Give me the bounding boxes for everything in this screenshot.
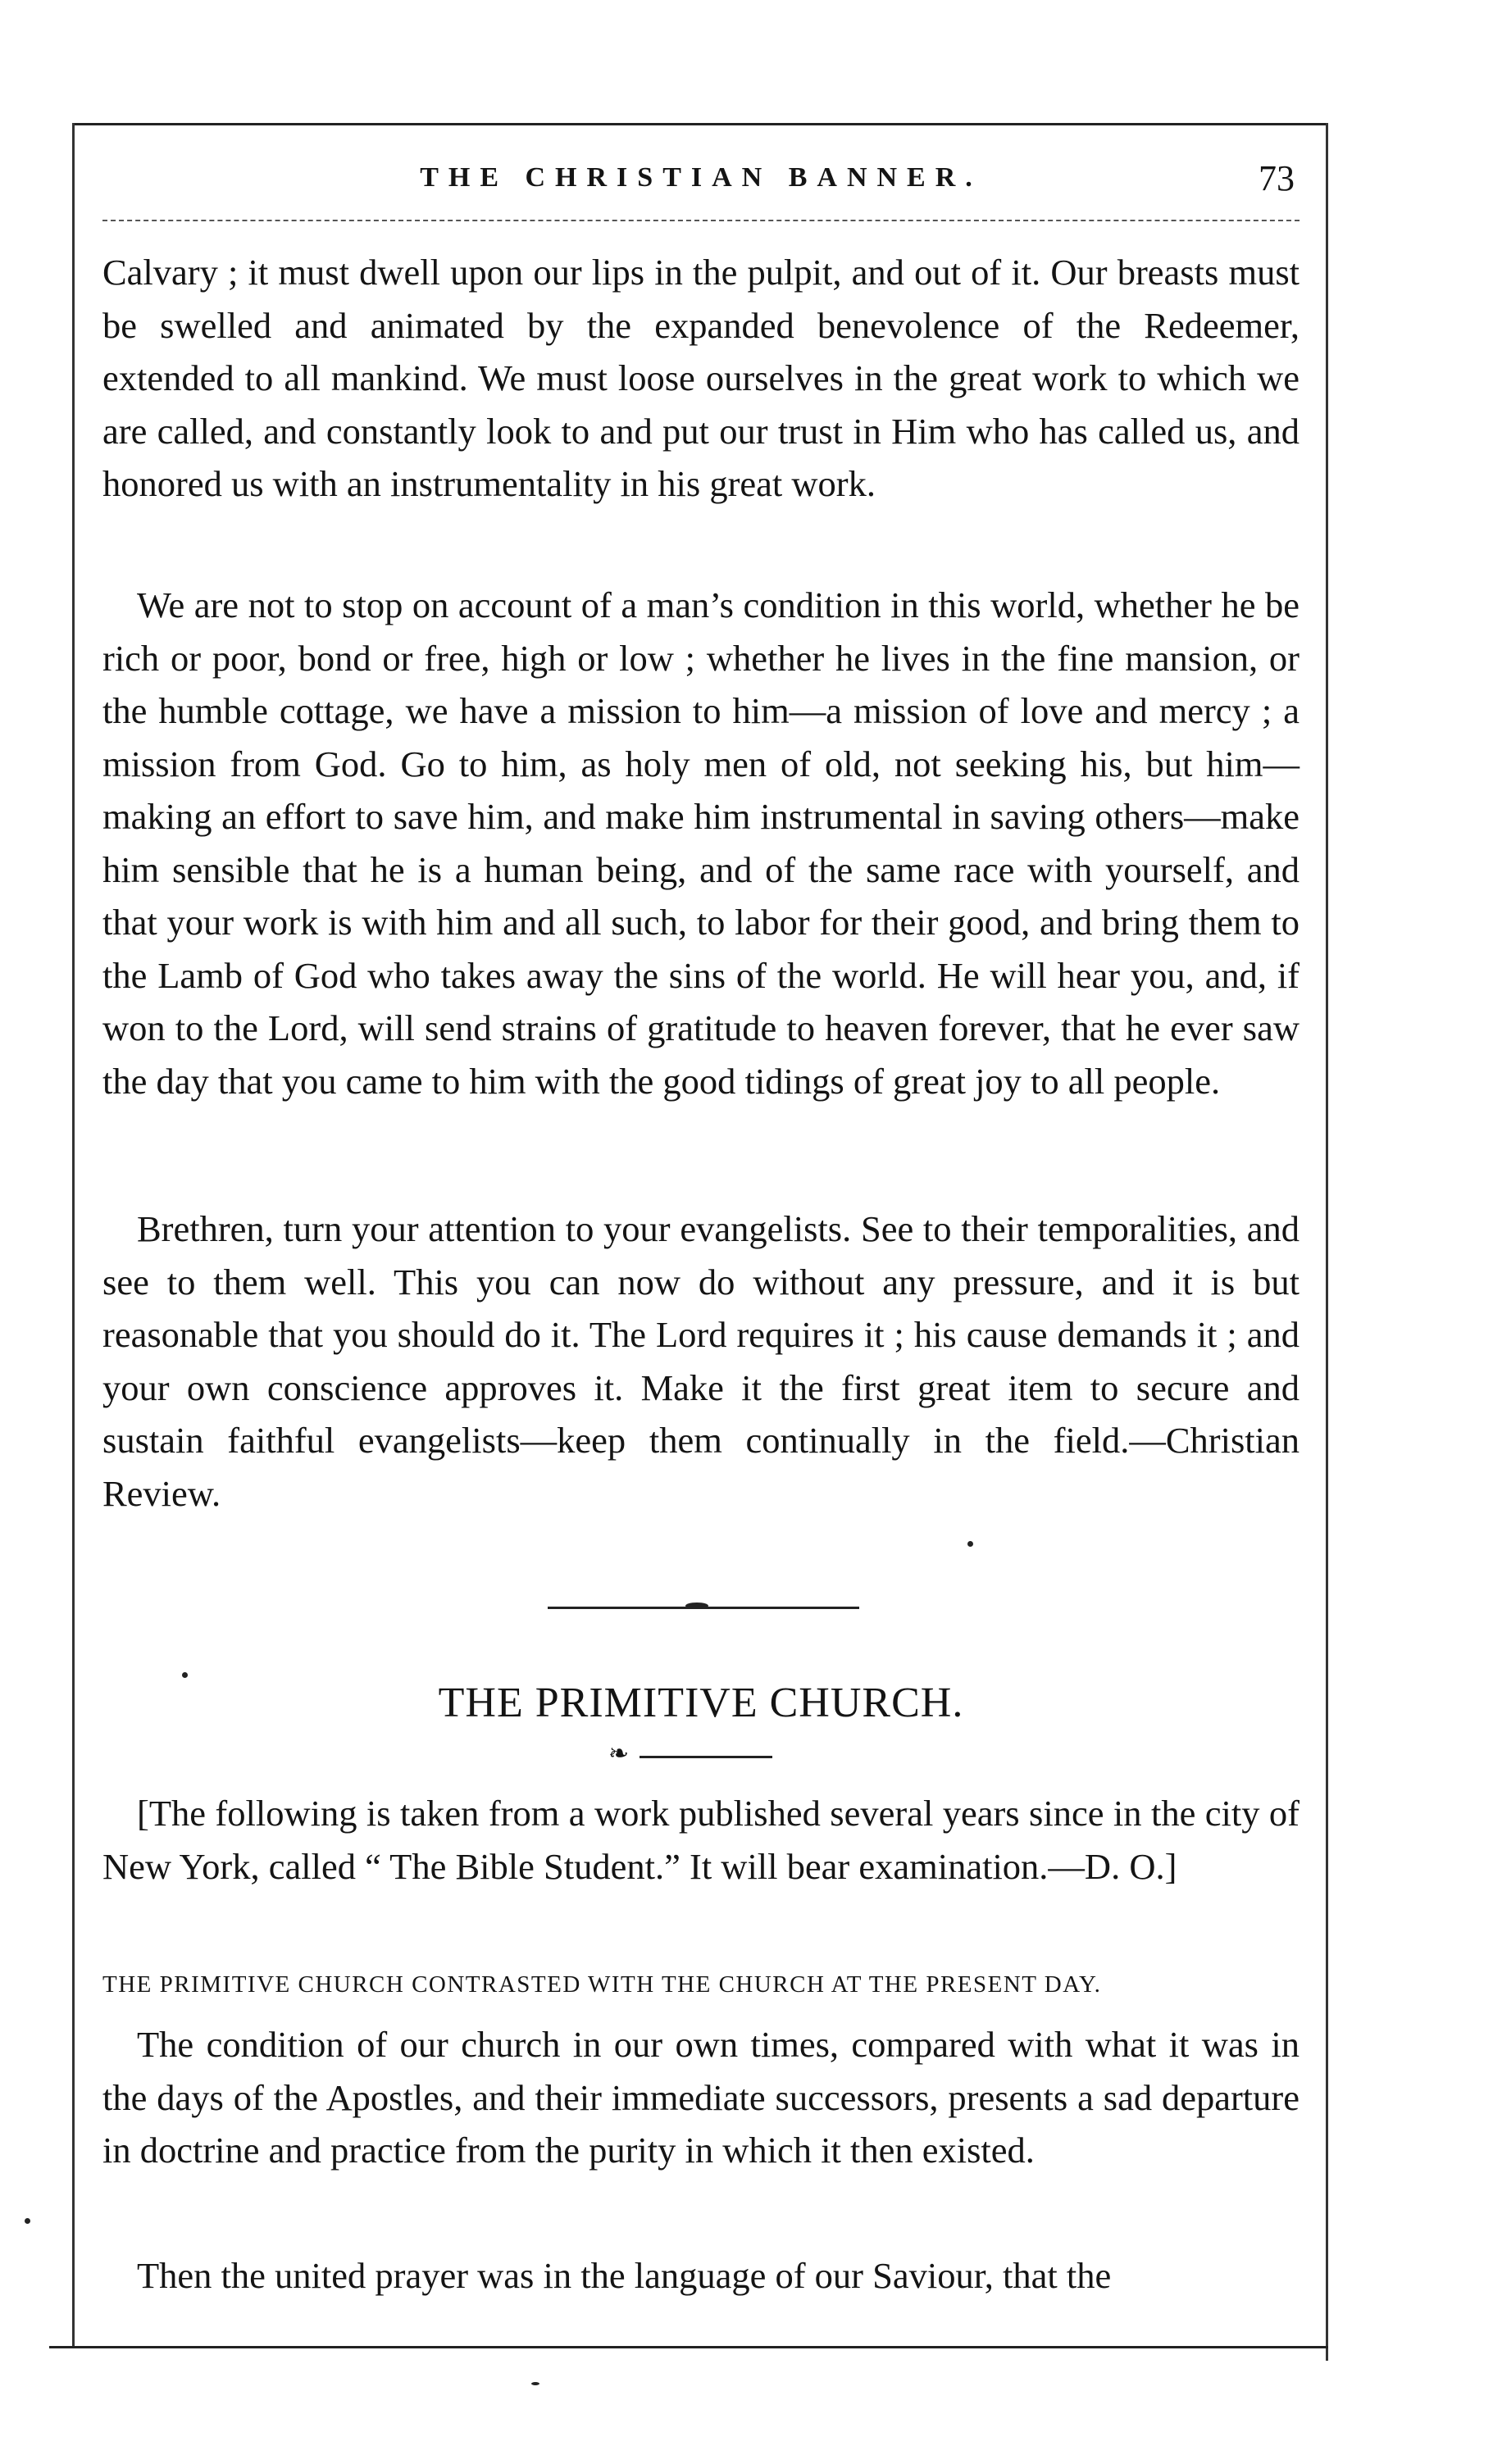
divider-ornament-icon: [685, 1603, 708, 1609]
frame-top-rule: [72, 123, 1328, 125]
frame-left-rule: [72, 123, 75, 2346]
running-title: THE CHRISTIAN BANNER.: [420, 162, 982, 193]
paragraph-calvary: [102, 246, 1300, 511]
running-head: [102, 157, 1300, 207]
paragraph-text: Brethren, turn your attention to your evangelists. See to their temporalities, and see to them well. This you can now do without any pressure, and it is but reasonable that you should do it. The Lord requires it ; his cause demands it ; and your own conscience approves it. Make it the first great item to secure and sustain faithful evangelists—keep them continually in the field.—Christian Review.: [102, 1208, 1300, 1514]
paragraph-mission: [102, 579, 1300, 1107]
paragraph-condition: [102, 2018, 1300, 2177]
page-number: 73: [1259, 158, 1295, 198]
paragraph-text: [The following is taken from a work published several years since in the city of New York, called “ The Bible Student.” It will bear examination.—D. O.]: [102, 1793, 1300, 1887]
header-rule: [102, 220, 1300, 221]
paragraph-text: Calvary ; it must dwell upon our lips in the pulpit, and out of it. Our breasts must be swelled and animated by the expanded benevolence of the Redeemer, extended to all mankind. We must loose ourselves in the great work to which we are called, and constantly look to and put our trust in Him who has called us, and honored us with an instrumentality in his great work.: [102, 252, 1300, 504]
flourish-icon: ❧: [608, 1740, 630, 1767]
print-speck: [25, 2218, 30, 2224]
paragraph-evangelists: [102, 1202, 1300, 1520]
print-speck: [182, 1672, 188, 1678]
frame-bottom-rule: [49, 2346, 1328, 2348]
frame-right-rule: [1326, 123, 1328, 2361]
paragraph-text: We are not to stop on account of a man’s condition in this world, whether he be rich or poor, bond or free, high or low ; whether he lives in the fine mansion, or the humble cottage, we have a mission to him—a mission of love and mercy ; a mission from God. Go to him, as holy men of old, not seeking his, but him—making an effort to save him, and make him instrumental in saving others—make him sensible that he is a human being, and of the same race with yourself, and that your work is with him and all such, to labor for their good, and bring them to the Lamb of God who takes away the sins of the world. He will hear you, and, if won to the Lord, will send strains of gratitude to heaven forever, that he ever saw the day that you came to him with the good tidings of great joy to all people.: [102, 584, 1300, 1102]
title-rule: [640, 1756, 772, 1758]
paragraph-prayer: [102, 2249, 1300, 2303]
print-speck: [967, 1541, 973, 1547]
section-title: THE PRIMITIVE CHURCH.: [438, 1680, 964, 1726]
editor-note: [102, 1787, 1300, 1893]
paragraph-text: Then the united prayer was in the language of our Saviour, that the: [137, 2255, 1112, 2296]
print-speck: [531, 2382, 539, 2385]
paragraph-text: The condition of our church in our own times, compared with what it was in the days of the Apostles, and their immediate successors, presents a sad departure in doctrine and practice from the purity in which it then existed.: [102, 2024, 1300, 2171]
section-subheading: THE PRIMITIVE CHURCH CONTRASTED WITH THE CHURCH AT THE PRESENT DAY.: [102, 1971, 1102, 1998]
